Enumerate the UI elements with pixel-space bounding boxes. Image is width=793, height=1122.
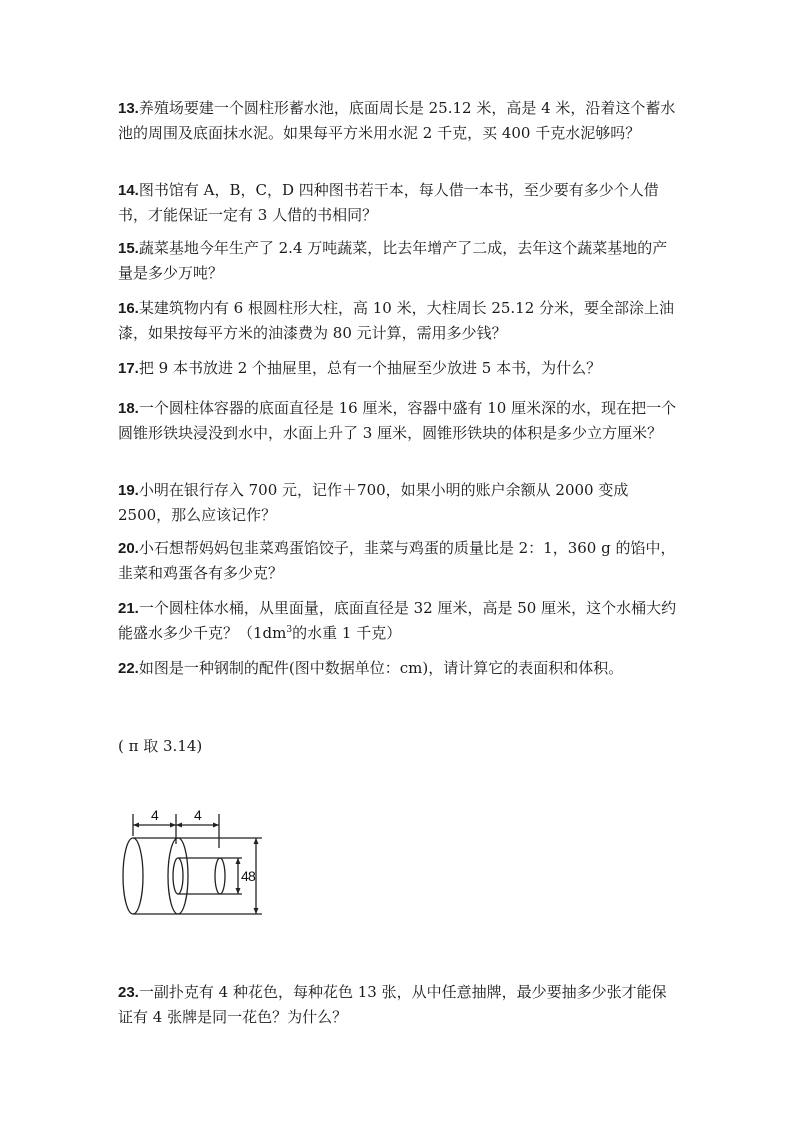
question-number: 14. [118, 182, 139, 199]
question-number: 15. [118, 240, 139, 257]
question-18 [118, 396, 678, 445]
question-number: 13. [118, 100, 139, 117]
steel-part-figure [120, 808, 280, 924]
question-text: 如图是一种钢制的配件(图中数据单位：cm)，请计算它的表面积和体积。 [138, 659, 624, 677]
question-text: 小明在银行存入 700 元，记作＋700，如果小明的账户余额从 2000 变成 2500，那么应该记作？ [118, 481, 629, 524]
label-outer-diameter: 8 [248, 868, 256, 884]
label-inner-diameter: 4 [241, 868, 249, 884]
question-number: 17. [118, 360, 139, 377]
question-19 [118, 478, 678, 527]
label-left-width: 4 [151, 808, 159, 823]
question-number: 19. [118, 482, 139, 499]
question-text: 养殖场要建一个圆柱形蓄水池，底面周长是 25.12 米，高是 4 米，沿着这个蓄水池的周围及底面抹水泥。如果每平方米用水泥 2 千克，买 400 千克水泥够吗？ [118, 99, 676, 142]
cylinder-diagram [120, 808, 280, 920]
question-17 [118, 356, 678, 381]
question-15 [118, 236, 678, 285]
question-text: 一个圆柱体水桶，从里面量，底面直径是 32 厘米，高是 50 厘米，这个水桶大约能盛水多少千克？（1dm [118, 599, 677, 642]
question-text: 小石想帮妈妈包韭菜鸡蛋馅饺子，韭菜与鸡蛋的质量比是 2：1，360 g 的馅中，韭菜和鸡蛋各有多少克？ [118, 539, 676, 582]
question-number: 21. [118, 600, 139, 617]
question-text: 把 9 本书放进 2 个抽屉里，总有一个抽屉至少放进 5 本书，为什么？ [138, 359, 602, 377]
question-22 [118, 656, 678, 681]
question-number: 18. [118, 400, 139, 417]
question-13 [118, 96, 678, 145]
small-cylinder-base-face [173, 858, 183, 894]
question-21 [118, 596, 678, 645]
question-number: 20. [118, 540, 139, 557]
question-text: 一个圆柱体容器的底面直径是 16 厘米，容器中盛有 10 厘米深的水，现在把一个圆锥形铁块浸没到水中，水面上升了 3 厘米，圆锥形铁块的体积是多少立方厘米？ [118, 399, 677, 442]
cubic-superscript: 3 [286, 625, 293, 635]
question-23 [118, 980, 678, 1029]
question-14 [118, 178, 678, 227]
pi-note: ( π 取 3.14) [118, 737, 203, 755]
question-text: 一副扑克有 4 种花色，每种花色 13 张，从中任意抽牌，最少要抽多少张才能保证有 4 张牌是同一花色？为什么？ [118, 983, 667, 1026]
large-cylinder-left-face [123, 838, 143, 914]
large-cylinder-right-face [168, 838, 188, 914]
question-text: 图书馆有 A，B，C，D 四种图书若干本，每人借一本书，至少要有多少个人借书，才能保证一定有 3 人借的书相同？ [118, 181, 659, 224]
question-text: 蔬菜基地今年生产了 2.4 万吨蔬菜，比去年增产了二成，去年这个蔬菜基地的产量是多少万吨？ [118, 239, 668, 282]
question-text-tail: 的水重 1 千克） [292, 624, 402, 642]
question-number: 22. [118, 660, 139, 677]
label-right-width: 4 [194, 808, 202, 823]
question-number: 23. [118, 984, 139, 1001]
question-text: 某建筑物内有 6 根圆柱形大柱，高 10 米，大柱周长 25.12 分米，要全部涂上油漆，如果按每平方米的油漆费为 80 元计算，需用多少钱？ [118, 299, 675, 342]
question-16 [118, 296, 678, 345]
question-20 [118, 536, 678, 585]
small-cylinder-end-face [215, 858, 225, 894]
question-number: 16. [118, 300, 139, 317]
